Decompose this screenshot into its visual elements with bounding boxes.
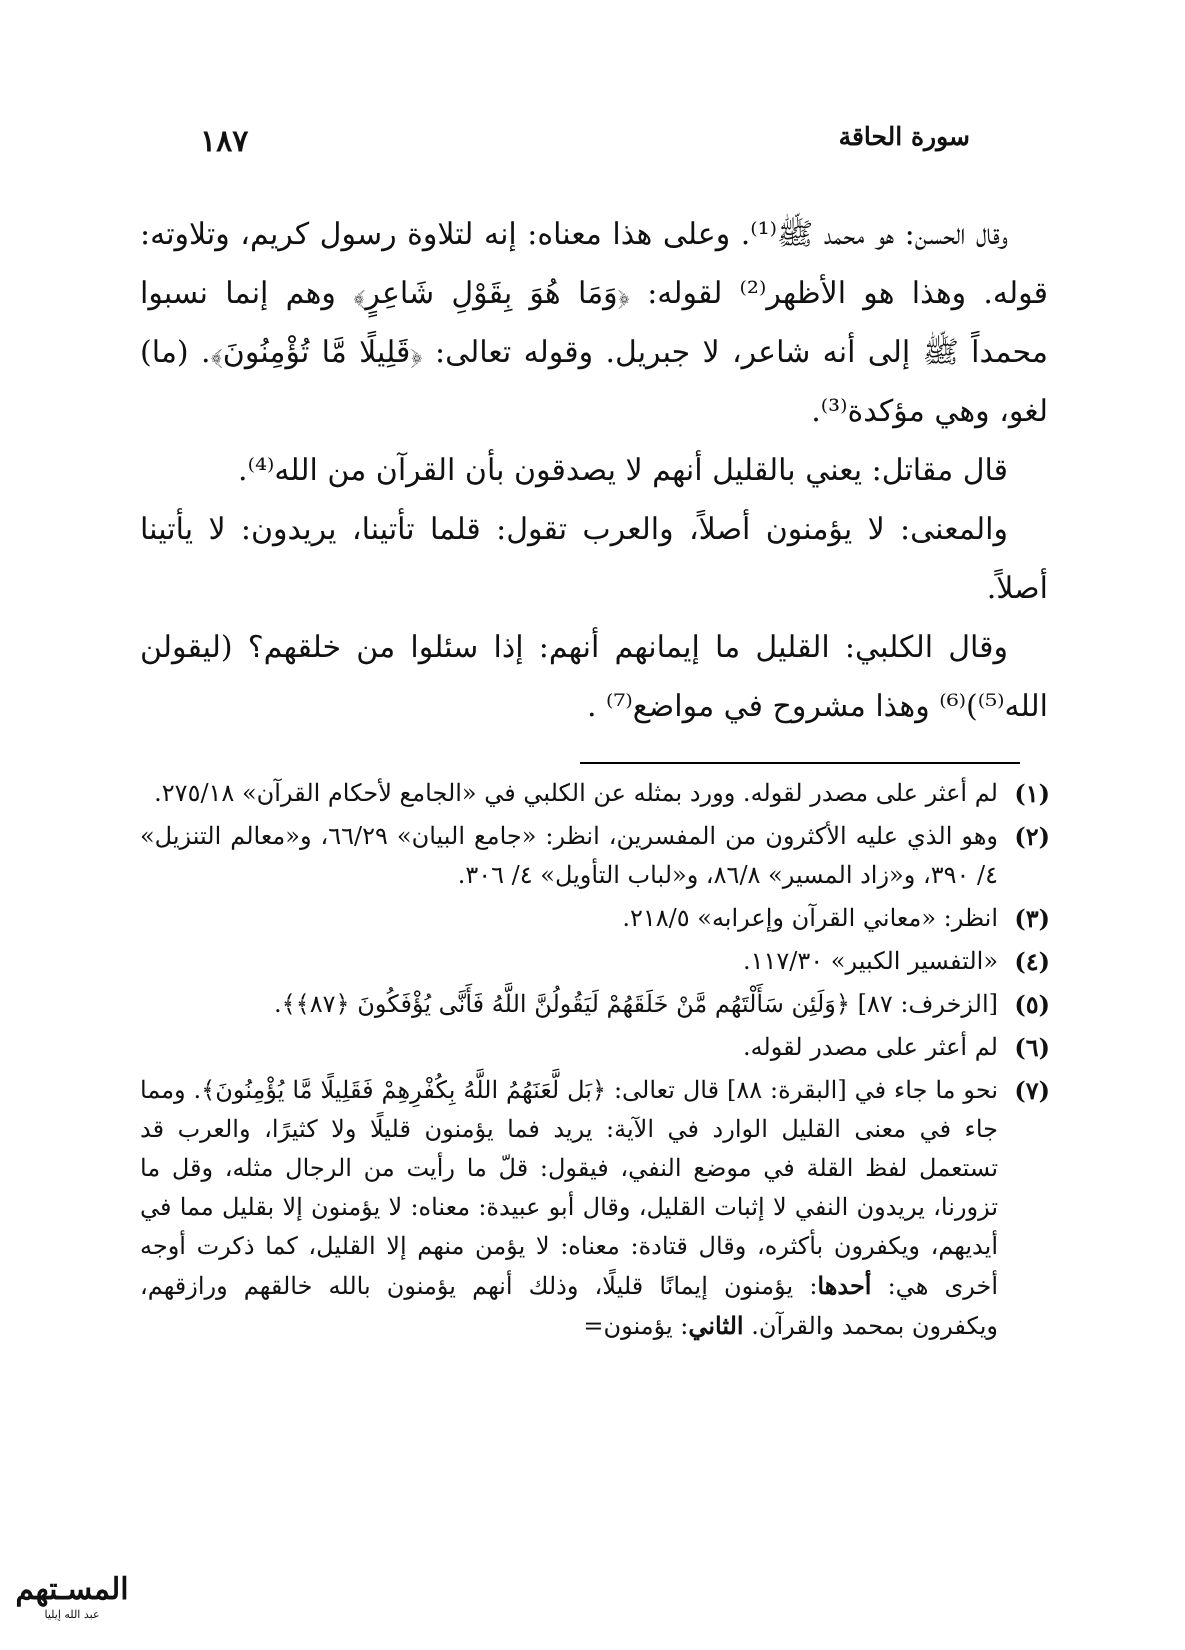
footnote	[140, 817, 1050, 895]
footnote-number: (٣)	[1014, 904, 1050, 933]
footnote-text: لم أعثر على مصدر لقوله.	[742, 1033, 998, 1061]
footnote-number: (٦)	[1014, 1033, 1050, 1062]
footnote-number: (٧)	[1014, 1076, 1050, 1105]
footnotes	[140, 774, 1050, 1350]
footnote	[140, 899, 1050, 938]
footnote	[140, 1071, 1050, 1346]
main-text	[140, 205, 1048, 736]
footnote-bold-term: أحدها	[817, 1271, 872, 1300]
footnote-text: «التفسير الكبير» ١١٧/٣٠.	[742, 947, 998, 975]
footnote-number: (١)	[1014, 779, 1050, 808]
footnote-text-part: : يؤمنون=	[583, 1312, 689, 1340]
footnote-text: انظر: «معاني القرآن وإعرابه» ٢١٨/٥.	[622, 904, 998, 932]
footnote-text-part: نحو ما جاء في [البقرة: ٨٨] قال تعالى: ﴿بَل لَّعَنَهُمُ اللَّهُ بِكُفْرِهِمْ فَقَلِيلًا مَّا يُؤْمِنُونَ﴾. ومما جاء في معنى القليل الوارد في الآية: يريد فما يؤمنون قليلًا ولا كثيرًا، والعرب قد تستعمل لفظ القلة في موضع النفي، فيقول: قلّ ما رأيت من الرجال مثله، وقل ما تزورنا، يريدون النفي لا إثبات القليل، وقال أبو عبيدة: معناه: لا يؤمنون إلا بقليل مما في أيديهم، ويكفرون بأكثره، وقال قتادة: معناه: لا يؤمن منهم إلا القليل، كما ذكرت أوجه أخرى هي:	[140, 1076, 998, 1300]
footnote-number: (٤)	[1014, 947, 1050, 976]
footnote-text-part: : يؤمنون إيمانًا قليلًا، وذلك أنهم يؤمنون بالله خالقهم ورازقهم، ويكفرون بمحمد والقرآن.	[140, 1272, 998, 1340]
paragraph: وقال الكلبي: القليل ما إيمانهم أنهم: إذا سئلوا من خلقهم؟ (ليقولن الله⁽⁵⁾)⁽⁶⁾ وهذا مشروح في مواضع⁽⁷⁾ .	[140, 630, 1048, 724]
page-number: ١٨٧	[200, 124, 249, 159]
publisher-logo	[8, 1572, 136, 1642]
footnote-bold-term: الثاني	[688, 1311, 744, 1340]
footnote-text	[140, 1071, 998, 1346]
footnote	[140, 942, 1050, 981]
footnote-number: (٢)	[1014, 822, 1050, 851]
paragraph: والمعنى: لا يؤمنون أصلاً، والعرب تقول: قلما تأتينا، يريدون: لا يأتينا أصلاً.	[140, 512, 1048, 606]
footnote	[140, 1028, 1050, 1067]
footnote-number: (٥)	[1014, 990, 1050, 1019]
logo-sub-text: عبد الله إيليا	[44, 1608, 100, 1621]
logo-main-text: المسـتهم	[15, 1572, 129, 1607]
paragraph: وقال الحسن: هو محمد ﷺ⁽¹⁾. وعلى هذا معناه: إنه لتلاوة رسول كريم، وتلاوته: قوله. وهذا هو الأظهر⁽²⁾ لقوله: ﴿وَمَا هُوَ بِقَوْلِ شَاعِرٍ﴾ وهم إنما نسبوا محمداً ﷺ إلى أنه شاعر، لا جبريل. وقوله تعالى: ﴿قَلِيلًا مَّا تُؤْمِنُونَ﴾. (ما) لغو، وهي مؤكدة⁽³⁾.	[140, 217, 1048, 429]
surah-title: سورة الحاقة	[838, 122, 970, 151]
footnote	[140, 774, 1050, 813]
paragraph: قال مقاتل: يعني بالقليل أنهم لا يصدقون بأن القرآن من الله⁽⁴⁾.	[238, 453, 1008, 488]
footnote-divider	[580, 762, 1020, 764]
footnote-text: لم أعثر على مصدر لقوله. وورد بمثله عن الكلبي في «الجامع لأحكام القرآن» ٢٧٥/١٨.	[154, 779, 998, 807]
footnote-text: وهو الذي عليه الأكثرون من المفسرين، انظر: «جامع البيان» ٦٦/٢٩، و«معالم التنزيل» ٤/ ٣٩٠، و«زاد المسير» ٨٦/٨، و«لباب التأويل» ٤/ ٣٠٦.	[140, 822, 998, 889]
footnote	[140, 985, 1050, 1024]
footnote-text: [الزخرف: ٨٧] ﴿وَلَئِن سَأَلْتَهُم مَّنْ خَلَقَهُمْ لَيَقُولُنَّ اللَّهُ فَأَنَّى يُؤْفَكُونَ ﴿٨٧﴾﴾.	[273, 990, 998, 1018]
